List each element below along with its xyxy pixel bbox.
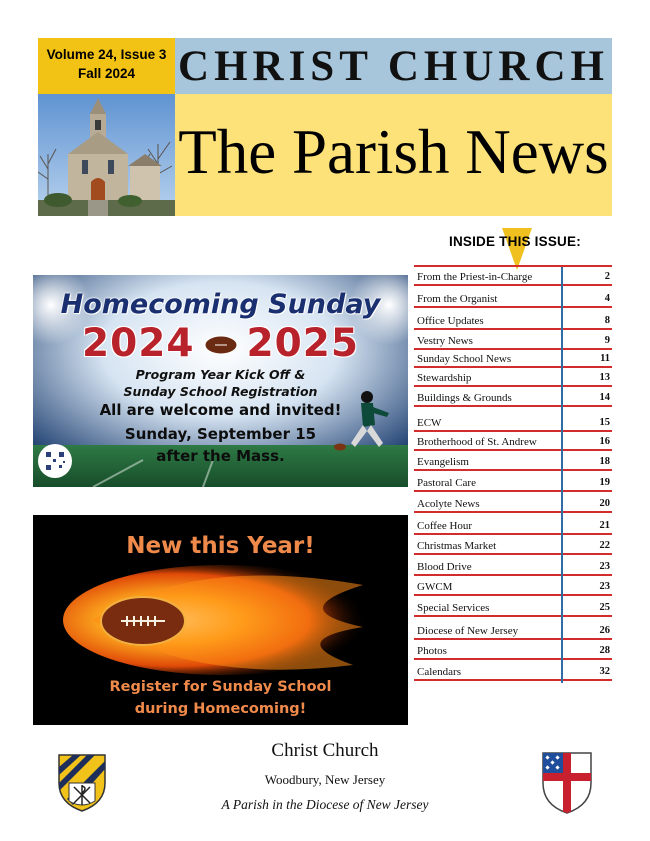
welcome-line: All are welcome and invited! [99, 401, 342, 419]
toc-row [414, 620, 612, 640]
toc-item-page: 19 [599, 477, 610, 488]
toc-row [414, 576, 612, 596]
toc-heading-highlight: THIS [499, 234, 531, 249]
toc-row [414, 348, 612, 368]
toc-row [414, 412, 612, 432]
year-start: 2024 [81, 321, 195, 366]
toc-heading [449, 234, 581, 249]
toc-row [414, 310, 612, 330]
registration-line: Sunday School Registration [123, 384, 318, 399]
toc-item-page: 23 [599, 581, 610, 592]
toc-item-title: Christmas Market [417, 540, 497, 552]
homecoming-title: Homecoming Sunday [60, 289, 381, 320]
toc-row [414, 472, 612, 492]
toc-item-title: GWCM [417, 581, 453, 593]
time-line: after the Mass. [156, 447, 285, 465]
toc-item-page: 20 [599, 498, 610, 509]
year-end: 2025 [246, 321, 360, 366]
church-photo [38, 94, 175, 216]
toc-item-title: Brotherhood of St. Andrew [417, 436, 537, 448]
toc-item-title: Pastoral Care [417, 477, 476, 489]
volume-issue: Volume 24, Issue 3 [46, 47, 167, 62]
episcopal-shield-icon [541, 751, 593, 815]
toc-item-title: ECW [417, 417, 442, 429]
toc-row [414, 515, 612, 535]
toc-item-page: 11 [600, 353, 610, 364]
toc-row [414, 535, 612, 555]
toc-item-page: 4 [604, 293, 610, 304]
toc-row [414, 597, 612, 617]
toc-item-title: Acolyte News [417, 498, 480, 510]
toc-item-title: Special Services [417, 602, 490, 614]
kickoff-line: Program Year Kick Off & [135, 367, 306, 382]
church-name: CHRIST CHURCH [178, 43, 609, 90]
toc-item-page: 13 [599, 372, 610, 383]
toc-item-title: Coffee Hour [417, 520, 473, 532]
toc-item-page: 2 [604, 271, 610, 282]
toc-divider [561, 267, 563, 683]
date-line: Sunday, September 15 [124, 425, 317, 443]
toc-item-title: Sunday School News [417, 353, 512, 365]
footer-diocese: A Parish in the Diocese of New Jersey [221, 797, 429, 812]
toc-item-page: 18 [599, 456, 610, 467]
toc-item-title: Diocese of New Jersey [417, 625, 519, 637]
new-this-year-title: New this Year! [126, 533, 315, 559]
register-line-2: during Homecoming! [134, 701, 307, 717]
toc-heading-before: INSIDE [449, 234, 500, 249]
new-this-year-poster [33, 515, 408, 725]
toc-item-page: 16 [599, 436, 610, 447]
newsletter-title: The Parish News [178, 117, 609, 187]
toc-item-page: 23 [599, 561, 610, 572]
season: Fall 2024 [77, 66, 136, 81]
toc-row [414, 367, 612, 387]
homecoming-years [33, 321, 408, 366]
toc-row [414, 431, 612, 451]
toc-item-page: 22 [599, 540, 610, 551]
footer-church-name: Christ Church [271, 740, 379, 761]
toc-item-title: Stewardship [417, 372, 472, 384]
masthead-title-band [175, 94, 612, 216]
toc-item-title: Calendars [417, 666, 461, 678]
toc-item-page: 28 [599, 645, 610, 656]
toc-item-page: 15 [599, 417, 610, 428]
toc-item-title: Buildings & Grounds [417, 392, 512, 404]
toc-row [414, 266, 612, 286]
toc-item-title: Photos [417, 645, 447, 657]
toc-item-page: 21 [599, 520, 610, 531]
toc-item-page: 26 [599, 625, 610, 636]
toc-row [414, 493, 612, 513]
toc-row [414, 387, 612, 407]
toc-item-title: From the Priest-in-Charge [417, 271, 533, 283]
toc-row [414, 451, 612, 471]
issue-info [38, 38, 175, 94]
toc-row [414, 330, 612, 350]
toc-row [414, 556, 612, 576]
masthead-church-band [175, 38, 612, 94]
toc-item-page: 32 [599, 666, 610, 677]
toc-item-page: 25 [599, 602, 610, 613]
toc-item-page: 8 [604, 315, 610, 326]
toc-row [414, 288, 612, 308]
toc-item-page: 9 [604, 335, 610, 346]
toc-row [414, 661, 612, 681]
toc-item-page: 14 [599, 392, 610, 403]
toc-item-title: Evangelism [417, 456, 469, 468]
toc-item-title: Office Updates [417, 315, 484, 327]
toc-item-title: Blood Drive [417, 561, 472, 573]
toc-heading-after: ISSUE: [530, 234, 581, 249]
register-line-1: Register for Sunday School [109, 679, 332, 695]
footer-location: Woodbury, New Jersey [264, 772, 386, 787]
toc-item-title: From the Organist [417, 293, 498, 305]
homecoming-poster [33, 275, 408, 487]
toc-row [414, 640, 612, 660]
toc-item-title: Vestry News [417, 335, 473, 347]
